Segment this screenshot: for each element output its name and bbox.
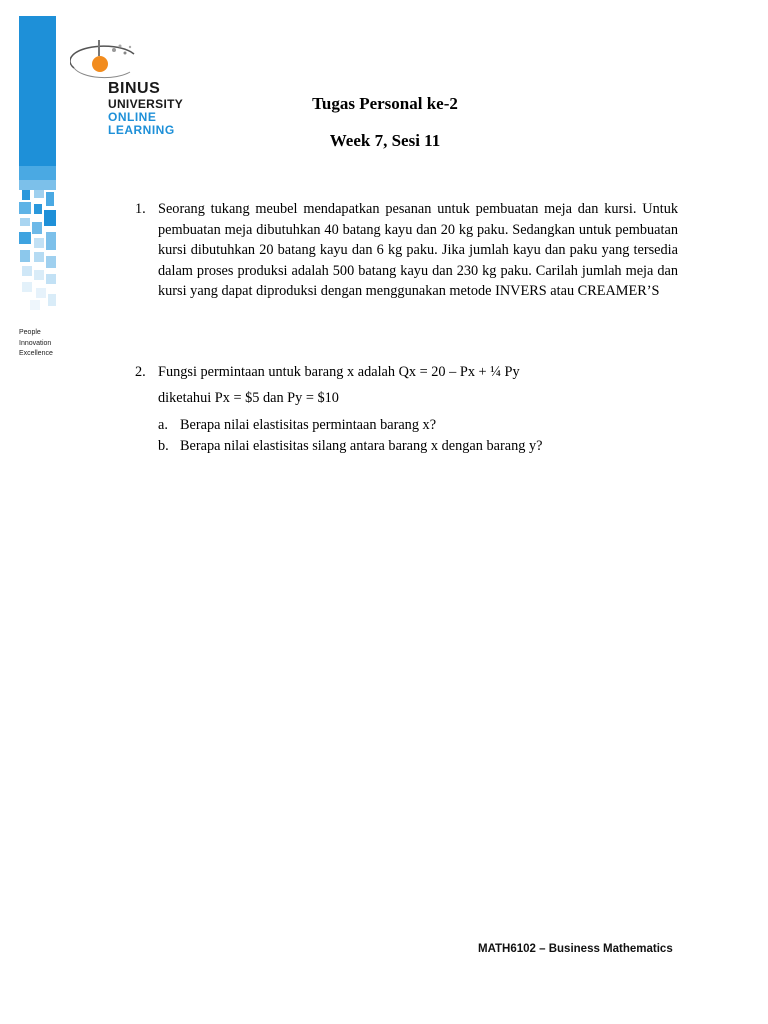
question-2a-text: Berapa nilai elastisitas permintaan barang x? [180, 417, 437, 433]
logo-binus: BINUS [108, 80, 161, 97]
question-2a-label: a. [158, 417, 168, 433]
tagline-people: People [19, 329, 41, 336]
tagline-excellence: Excellence [19, 350, 53, 357]
page-subtitle: Week 7, Sesi 11 [329, 131, 441, 150]
page-title: Tugas Personal ke-2 [312, 94, 458, 113]
question-2a [158, 415, 436, 436]
question-1-number: 1. [135, 201, 146, 217]
binus-logo-text [108, 80, 183, 137]
decorative-side-band [0, 0, 60, 320]
footer-course: MATH6102 – Business Mathematics [478, 943, 673, 955]
tagline-innovation: Innovation [19, 339, 52, 347]
question-2b [158, 436, 542, 457]
question-1-text: Seorang tukang meubel mendapatkan pesanan untuk pembuatan meja dan kursi. Untuk pembuatan meja dibutuhkan 40 batang kayu dan 20 kg paku. Sedangkan untuk pembuatan kursi dibutuhkan 20 batang kayu dan 6 kg paku. Jika jumlah kayu dan paku yang tersedia dalam proses produksi adalah 500 batang kayu dan 230 kg paku. Carilah jumlah meja dan kursi yang dapat diproduksi dengan menggunakan metode INVERS atau CREAMER’S [158, 201, 678, 299]
tagline [19, 328, 53, 360]
question-2-number: 2. [135, 364, 146, 380]
question-2b-text: Berapa nilai elastisitas silang antara barang x dengan barang y? [180, 438, 543, 454]
logo-online: ONLINE [108, 110, 157, 124]
logo-learning: LEARNING [108, 123, 175, 137]
question-2-text: Fungsi permintaan untuk barang x adalah Qx = 20 – Px + ¼ Py [158, 364, 520, 380]
logo-university: UNIVERSITY [108, 97, 184, 111]
question-2b-label: b. [158, 438, 169, 454]
question-2-given: diketahui Px = $5 dan Py = $10 [158, 390, 339, 406]
